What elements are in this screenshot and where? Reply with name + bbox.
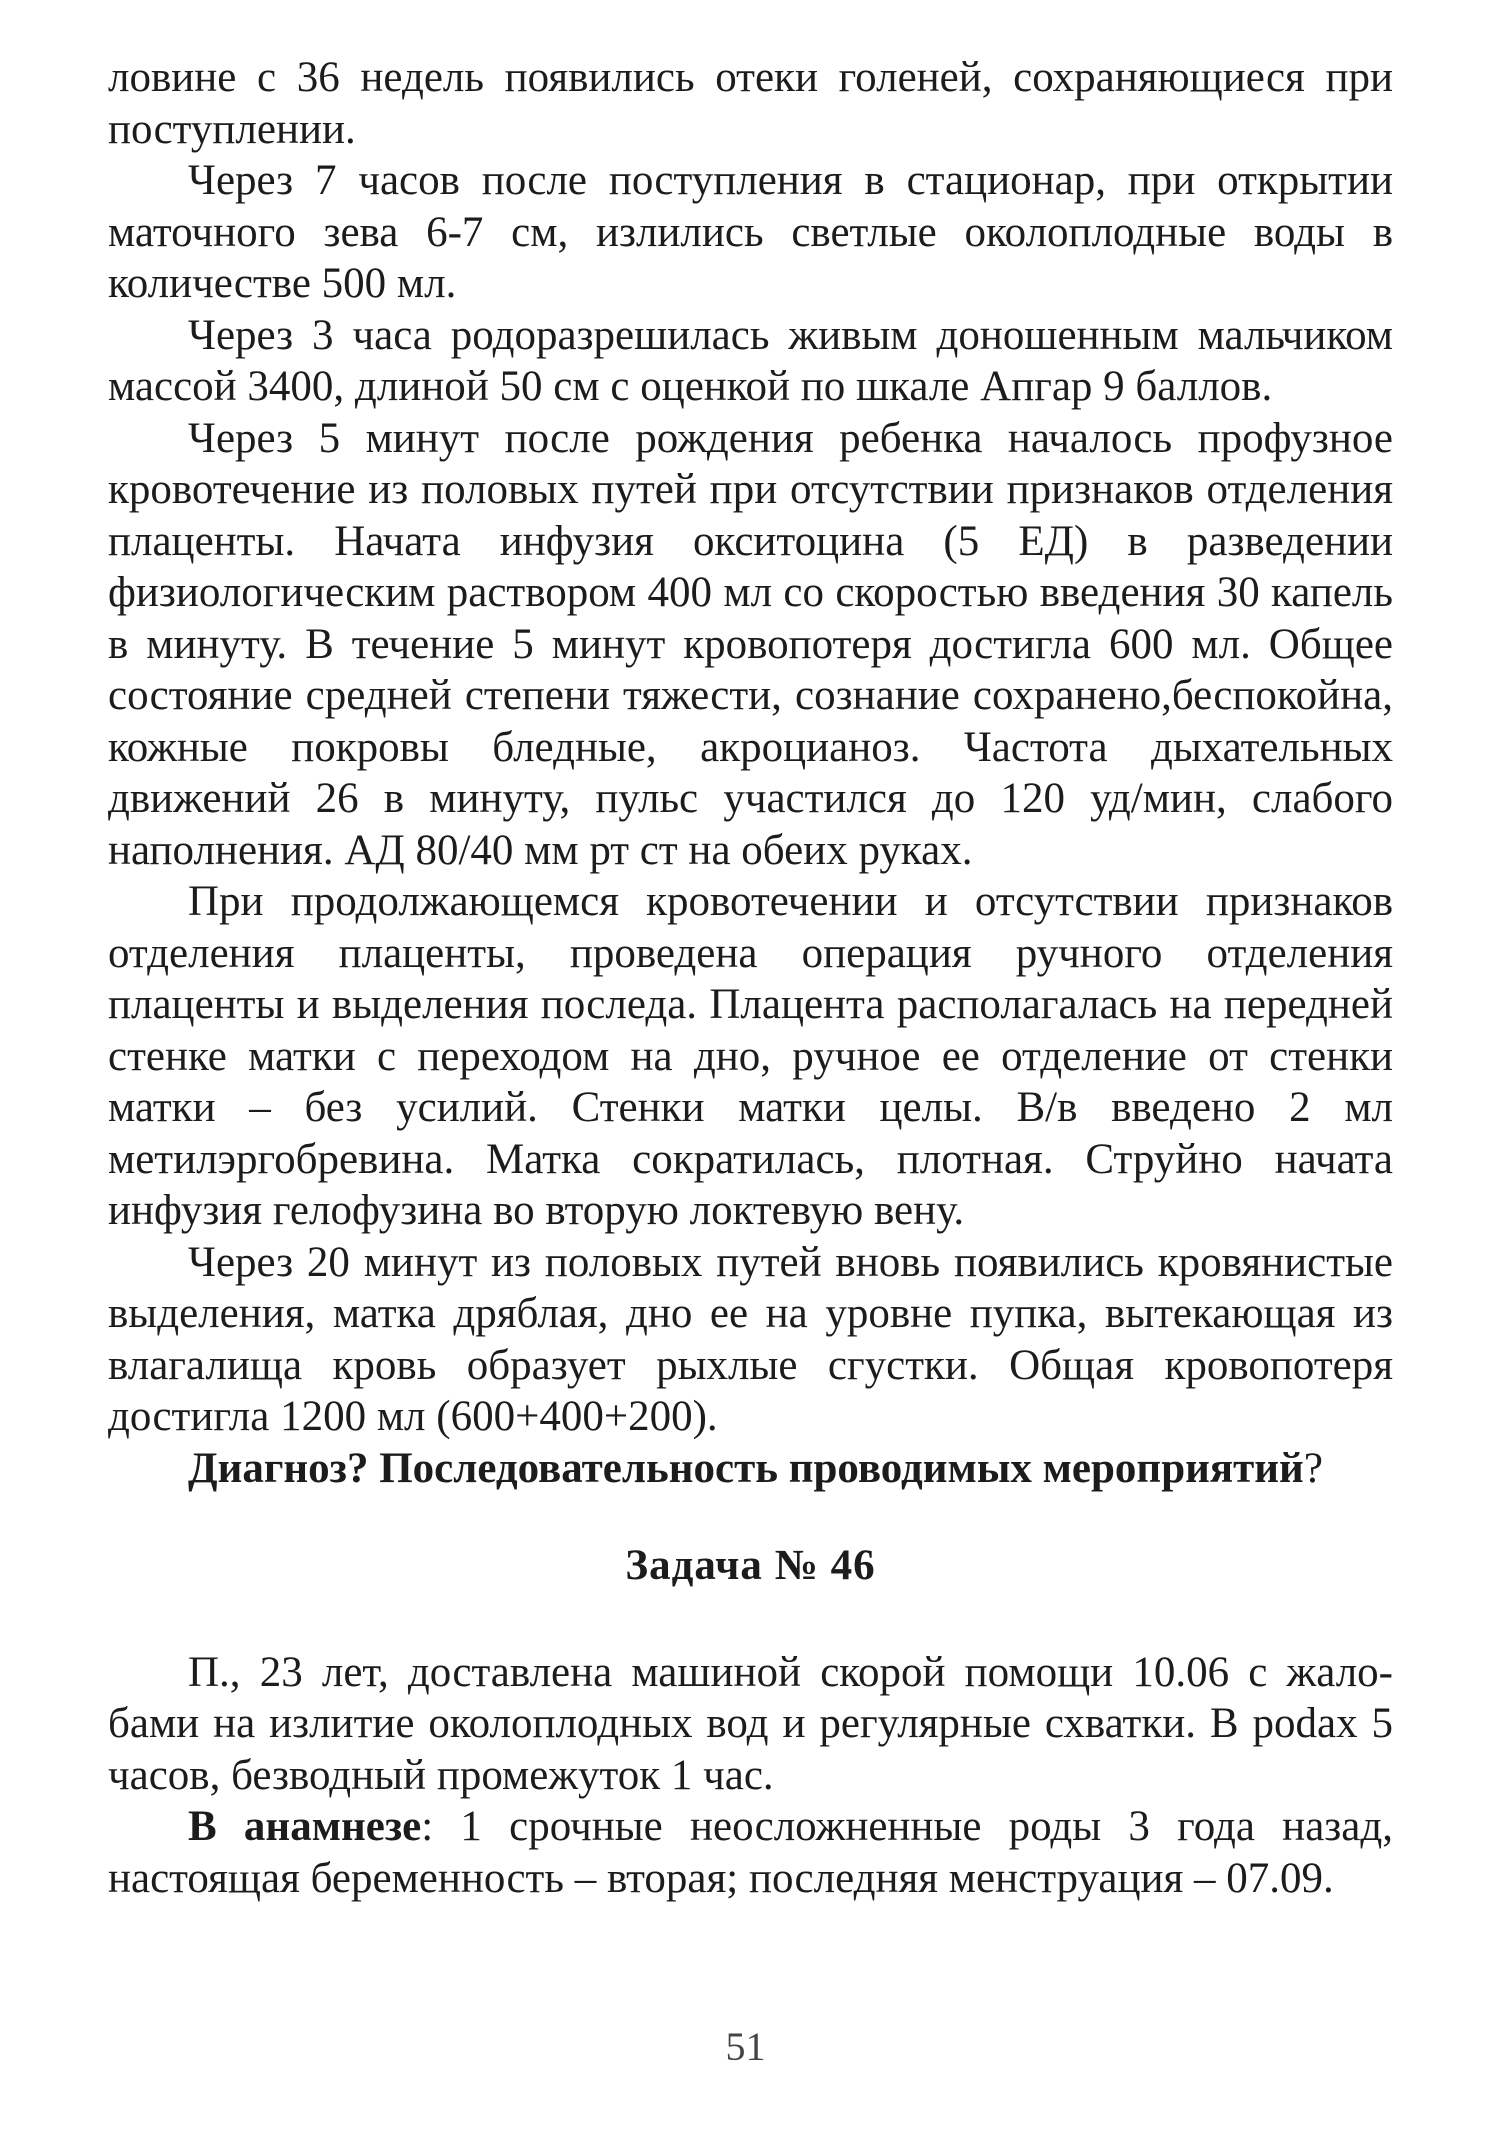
- paragraph-bleeding: Через 5 минут после рождения ребенка началось профузное кровотечение из половых путей при отсутствии признаков отделения плаценты. Начата инфузия окситоцина (5 ЕД) в разведении физиологическим раствором 400 мл со скоростью введения 30 капель в минуту. В течение 5 минут кровопотеря достигла 600 мл. Общее состояние средней степени тяжести, сознание сохранено,беспокойна, кожные покровы бледные, акроцианоз. Частота дыхательных движений 26 в минуту, пульс участился до 120 уд/мин, слабого наполнения. АД 80/40 мм рт ст на обеих руках.: [108, 414, 1393, 874]
- paragraph-manual-separation: При продолжающемся кровотечении и отсутствии признаков отделения плаценты, проведена операция ручного отделения плаценты и выделения последа. Плацента располагалась на передней стенке матки с переходом на дно, ручное ее отделение от стенки матки – без усилий. Стенки матки целы. В/в введено 2 мл метилэргобревина. Матка сократилась, плотная. Струйно начата инфузия гелофузина во вторую локтевую вену.: [108, 878, 1393, 1234]
- paragraph-continuation: ловине с 36 недель появились отеки голеней, сохраняющиеся при поступлении.: [108, 54, 1393, 153]
- paragraph-delivery: Через 3 часа родоразрешилась живым доношенным мальчиком массой 3400, длиной 50 см с оценкой по шкале Апгар 9 баллов.: [108, 311, 1393, 410]
- task-question: [108, 1443, 1393, 1495]
- spacer: [108, 1592, 1393, 1647]
- question-mark: ?: [1303, 1444, 1323, 1492]
- paragraph-amniotic-fluid: Через 7 часов после поступления в стационар, при открытии маточного зева 6-7 см, излились светлые околоплодные воды в количестве 500 мл.: [108, 157, 1393, 307]
- anamnesis-text: : 1 срочные неосложненные роды 3 года назад, настоящая беременность – вторая; последняя менструация – 07.09.: [108, 1803, 1393, 1902]
- page-number: 51: [725, 2024, 766, 2069]
- paragraph-case-intro: П., 23 лет, доставлена машиной скорой помощи 10.06 с жалобами на излитие околоплодных вод и регулярные схватки. В роdах 5 часов, безводный промежуток 1 час.: [108, 1648, 1393, 1799]
- question-text: Диагноз? Последовательность проводимых мероприятий: [188, 1444, 1304, 1492]
- page-body: [108, 52, 1393, 1904]
- task-heading: Задача № 46: [625, 1542, 876, 1589]
- spacer: [108, 1494, 1393, 1540]
- paragraph-recurrent-bleeding: Через 20 минут из половых путей вновь появились кровянистые выделения, матка дряблая, дно ее на уровне пупка, вытекающая из влагалища кровь образует рыхлые сгустки. Общая кровопотеря достигла 1200 мл (600+400+200).: [108, 1238, 1393, 1440]
- anamnesis-label: В анамнезе: [188, 1803, 422, 1850]
- paragraph-anamnesis: [108, 1801, 1393, 1904]
